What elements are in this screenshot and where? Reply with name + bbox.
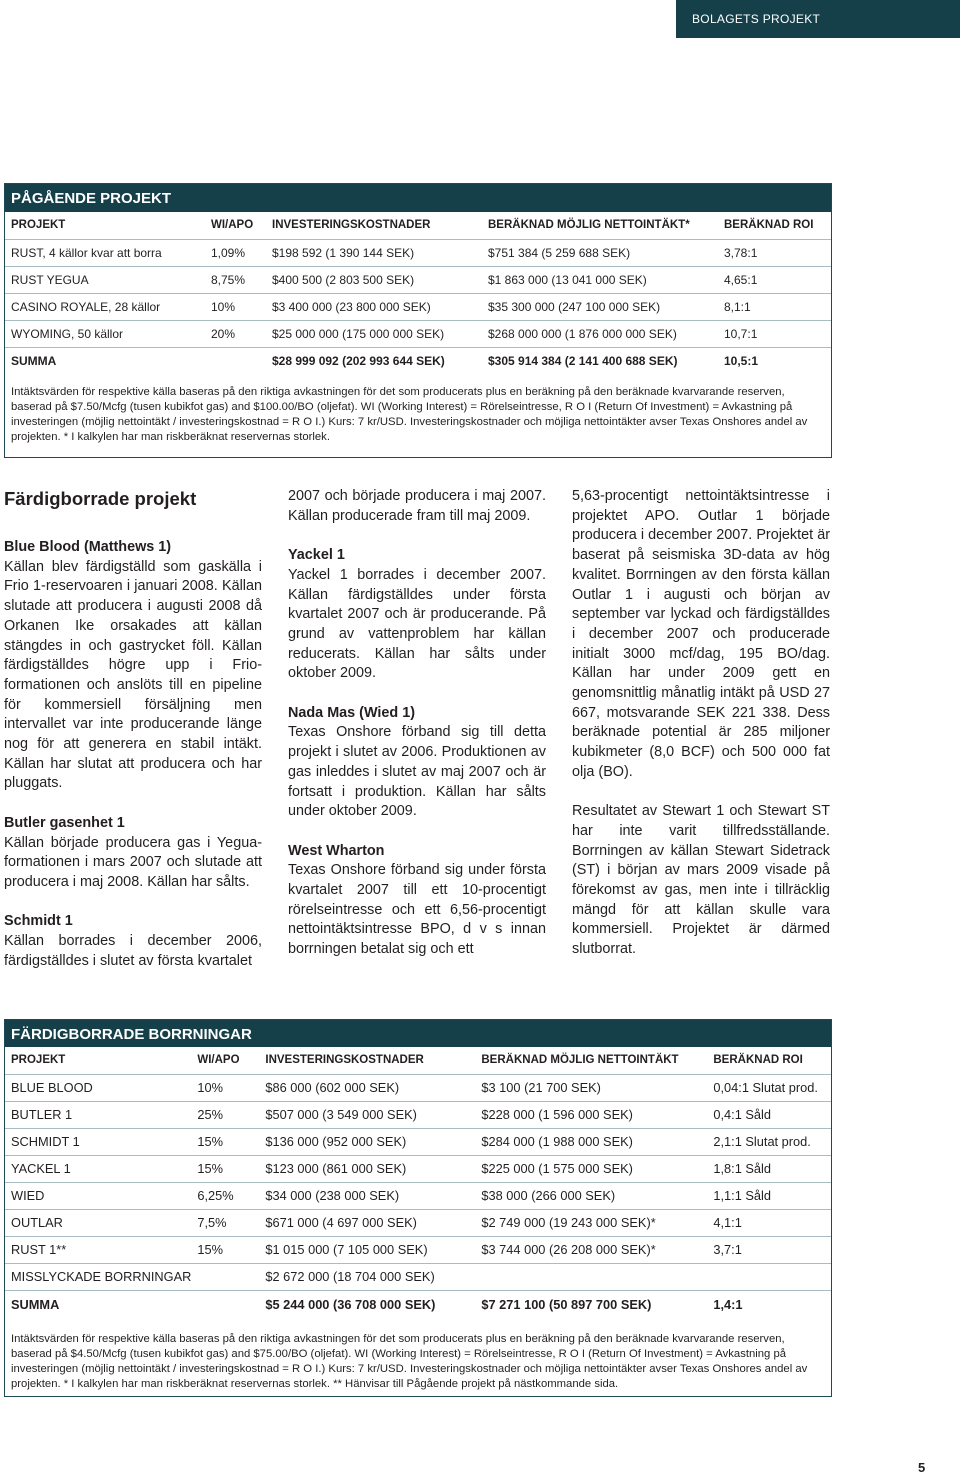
investment-cell: $86 000 (602 000 SEK) — [259, 1074, 475, 1101]
section-text: Yackel 1 borrades i december 2007. Källan färdigställdes under första kvartalet 2007 och är producerande. På grund av vattenproblem har källan reducerats. Källan har sålts under oktober 2009. — [288, 566, 546, 682]
section-tag: BOLAGETS PROJEKT — [676, 0, 960, 38]
section-title: Butler gasenhet 1 — [4, 814, 125, 831]
sum-row — [5, 347, 831, 375]
section-title: Blue Blood (Matthews 1) — [4, 539, 172, 555]
sum-roi: 1,4:1 — [713, 1296, 743, 1312]
investment-cell: $198 592 (1 390 144 SEK) — [266, 239, 482, 266]
investment-cell: $123 000 (861 000 SEK) — [259, 1155, 475, 1182]
column-header: INVESTERINGSKOSTNADER — [259, 1047, 475, 1074]
sum-wi — [205, 347, 266, 375]
project-cell: RUST YEGUA — [5, 266, 205, 293]
section-text: 5,63-procentigt nettointäktsintresse i projektet APO. Outlar 1 började producera i december 2007. Projektet är baserat på seismiska 3D-data av hög kvalitet. Borrningen av den första källan Outlar 1 i augusti och början av september var lyckad och färdigställdes i december 2007 och producerade initialt 3000 mcf/dag, 195 BO/dag. Källan har under 2009 gett en genomsnittlig månatlig intäkt på USD 27 667, motsvarande SEK 221 338. Dess beräknade potential är 285 miljoner kubikmeter (8,0 BCF) och 500 000 fat olja (BO). — [572, 488, 830, 780]
sum-investment: $5 244 000 (36 708 000 SEK) — [265, 1296, 436, 1312]
revenue-cell: $38 000 (266 000 SEK) — [475, 1182, 707, 1209]
investment-cell: $1 015 000 (7 105 000 SEK) — [259, 1236, 475, 1263]
roi-cell: 3,7:1 — [707, 1236, 831, 1263]
column-header: PROJEKT — [5, 212, 205, 239]
section-title: Nada Mas (Wied 1) — [288, 704, 416, 721]
completed-drillings-title: FÄRDIGBORRADE BORRNINGAR — [5, 1020, 831, 1047]
roi-cell: 4,65:1 — [718, 266, 831, 293]
revenue-cell: $268 000 000 (1 876 000 000 SEK) — [482, 320, 718, 347]
section-west-wharton — [288, 842, 546, 960]
table-row — [5, 1128, 831, 1155]
completed-drillings-table — [5, 1047, 831, 1318]
roi-cell: 1,1:1 Såld — [707, 1182, 831, 1209]
ongoing-projects-table — [5, 212, 831, 375]
project-cell: BLUE BLOOD — [5, 1074, 191, 1101]
section-text: Resultatet av Stewart 1 och Stewart ST har inte varit tillfredsställande. Borrningen av källan Stewart Sidetrack (ST) i början av mars 2009 visade på förekomst av gas, men inte i tillräcklig mängd för att källan skulle vara kommersiell. Projektet är därmed slutborrat. — [572, 803, 830, 958]
revenue-cell: $35 300 000 (247 100 000 SEK) — [482, 293, 718, 320]
wi-cell: 8,75% — [205, 266, 266, 293]
column-header: INVESTERINGSKOSTNADER — [266, 212, 482, 239]
revenue-cell — [475, 1263, 707, 1290]
investment-cell: $2 672 000 (18 704 000 SEK) — [259, 1263, 475, 1290]
project-cell: WYOMING, 50 källor — [5, 320, 205, 347]
sum-roi: 10,5:1 — [724, 354, 759, 369]
wi-cell: 6,25% — [191, 1182, 259, 1209]
revenue-cell: $3 100 (21 700 SEK) — [475, 1074, 707, 1101]
project-cell: OUTLAR — [5, 1209, 191, 1236]
table-header-row — [5, 212, 831, 239]
section-yackel — [288, 546, 546, 684]
wi-cell — [191, 1263, 259, 1290]
sum-label: SUMMA — [11, 354, 57, 369]
article-column-3 — [572, 487, 830, 980]
roi-cell — [707, 1263, 831, 1290]
revenue-cell: $2 749 000 (19 243 000 SEK)* — [475, 1209, 707, 1236]
section-nada-mas — [288, 704, 546, 822]
investment-cell: $136 000 (952 000 SEK) — [259, 1128, 475, 1155]
section-title: Yackel 1 — [288, 547, 345, 564]
project-cell: MISSLYCKADE BORRNINGAR — [5, 1263, 191, 1290]
column-header: PROJEKT — [5, 1047, 191, 1074]
column-header: WI/APO — [191, 1047, 259, 1074]
project-cell: YACKEL 1 — [5, 1155, 191, 1182]
article-column-2 — [288, 487, 546, 980]
table-row — [5, 1236, 831, 1263]
roi-cell: 3,78:1 — [718, 239, 831, 266]
revenue-cell: $225 000 (1 575 000 SEK) — [475, 1155, 707, 1182]
project-cell: SCHMIDT 1 — [5, 1128, 191, 1155]
table-row — [5, 1209, 831, 1236]
revenue-cell: $751 384 (5 259 688 SEK) — [482, 239, 718, 266]
section-text: Källan blev färdigställd som gaskälla i Frio 1-reservoaren i januari 2008. Källan slutade att producera i augusti 2008 då Orkanen Ike orsakades att källan stängdes in och gastrycket föll. Källan färdigställdes högre upp i Frio-formationen och anslöts till en pipeline för kommersiell försäljning men intervallet var inte producerande länge nog för att generera en stabil intäkt. Källan har slutat att producera och har pluggats. — [4, 558, 262, 792]
roi-cell: 0,4:1 Såld — [707, 1101, 831, 1128]
ongoing-projects-title: PÅGÅENDE PROJEKT — [5, 184, 831, 212]
wi-cell: 20% — [205, 320, 266, 347]
sum-row — [5, 1290, 831, 1318]
wi-cell: 1,09% — [205, 239, 266, 266]
roi-cell: 1,8:1 Såld — [707, 1155, 831, 1182]
wi-cell: 10% — [191, 1074, 259, 1101]
column-header: BERÄKNAD ROI — [718, 212, 831, 239]
section-text: Källan borrades i december 2006, färdigställdes i slutet av första kvartalet — [4, 933, 262, 969]
completed-drillings-box — [4, 1019, 832, 1397]
table-row — [5, 1182, 831, 1209]
revenue-cell: $284 000 (1 988 000 SEK) — [475, 1128, 707, 1155]
table-row — [5, 1263, 831, 1290]
table-row — [5, 293, 831, 320]
sum-revenue: $305 914 384 (2 141 400 688 SEK) — [488, 354, 678, 369]
column-header: BERÄKNAD ROI — [707, 1047, 831, 1074]
roi-cell: 4,1:1 — [707, 1209, 831, 1236]
completed-footnote: Intäktsvärden för respektive källa baseras på den riktiga avkastningen för det som producerats plus en beräkning på den beräknade kvarvarande reserven, baserad på $4.50/Mcfg (tusen kubikfot gas) and $75.00/BO (oljefat). WI (Working Interest) = Rörelseintresse, R O I (Return Of Investment) = Avkastning på investeringen (möjlig nettointäkt / investeringskostnad = R O I.) Kurs: 7 kr/USD. Investeringskostnader och möjliga nettointäkter avser Texas Onshores andel av projekten. * I kalkylen har man riskberäknat reservernas storlek. ** Hänvisar till Pågående projekt på nästkommande sida. — [11, 1333, 808, 1390]
section-schmidt — [4, 912, 262, 971]
roi-cell: 10,7:1 — [718, 320, 831, 347]
section-blue-blood — [4, 538, 262, 794]
table-header-row — [5, 1047, 831, 1074]
revenue-cell: $1 863 000 (13 041 000 SEK) — [482, 266, 718, 293]
ongoing-footnote: Intäktsvärden för respektive källa baseras på den riktiga avkastningen för det som producerats plus en beräkning på den beräknade kvarvarande reserven, baserad på $7.50/Mcfg (tusen kubikfot gas) and $100.00/BO (oljefat). WI (Working Interest) = Rörelseintresse, R O I (Return Of Investment) = Avkastning på investeringen (möjlig nettointäkt / investeringskostnad = R O I.) Kurs: 7 kr/USD. Investeringskostnader och möjliga nettointäkter avser Texas Onshores andel av projekten. * I kalkylen har man riskberäknat reservernas storlek. — [11, 386, 808, 443]
column-header: BERÄKNAD MÖJLIG NETTOINTÄKT* — [482, 212, 718, 239]
roi-cell: 0,04:1 Slutat prod. — [707, 1074, 831, 1101]
project-cell: RUST 1** — [5, 1236, 191, 1263]
project-cell: BUTLER 1 — [5, 1101, 191, 1128]
section-text: Källan började producera gas i Yegua-formationen i mars 2007 och slutade att producera i maj 2008. Källan har sålts. — [4, 834, 262, 890]
sum-investment: $28 999 092 (202 993 644 SEK) — [272, 354, 445, 369]
table-row — [5, 1101, 831, 1128]
section-text: Texas Onshore förband sig till detta projekt i slutet av 2006. Produktionen av gas inleddes i slutet av maj 2007 och är fortsatt i produktion. Källan har sålts under oktober 2009. — [288, 724, 546, 820]
revenue-cell: $228 000 (1 596 000 SEK) — [475, 1101, 707, 1128]
column-header: WI/APO — [205, 212, 266, 239]
section-text: 2007 och började producera i maj 2007. Källan producerade fram till maj 2009. — [288, 488, 546, 524]
table-row — [5, 266, 831, 293]
ongoing-projects-box — [4, 183, 832, 458]
page-number: 5 — [918, 1460, 926, 1475]
wi-cell: 15% — [191, 1155, 259, 1182]
article-heading: Färdigborrade projekt — [4, 488, 197, 509]
sum-label: SUMMA — [11, 1296, 60, 1312]
roi-cell: 8,1:1 — [718, 293, 831, 320]
project-cell: CASINO ROYALE, 28 källor — [5, 293, 205, 320]
investment-cell: $3 400 000 (23 800 000 SEK) — [266, 293, 482, 320]
revenue-cell: $3 744 000 (26 208 000 SEK)* — [475, 1236, 707, 1263]
investment-cell: $34 000 (238 000 SEK) — [259, 1182, 475, 1209]
sum-revenue: $7 271 100 (50 897 700 SEK) — [481, 1296, 652, 1312]
project-cell: RUST, 4 källor kvar att borra — [5, 239, 205, 266]
wi-cell: 10% — [205, 293, 266, 320]
section-title: Schmidt 1 — [4, 913, 73, 930]
table-row — [5, 1074, 831, 1101]
article-column-1 — [4, 488, 262, 991]
column-header: BERÄKNAD MÖJLIG NETTOINTÄKT — [475, 1047, 707, 1074]
wi-cell: 7,5% — [191, 1209, 259, 1236]
investment-cell: $25 000 000 (175 000 000 SEK) — [266, 320, 482, 347]
table-row — [5, 239, 831, 266]
roi-cell: 2,1:1 Slutat prod. — [707, 1128, 831, 1155]
section-text: Texas Onshore förband sig under första kvartalet 2007 till ett 10-procentigt rörelseintresse och ett 6,56-procentigt nettointäktsintresse BPO, d v s innan borrningen betalat sig och ett — [288, 862, 546, 958]
section-butler — [4, 814, 262, 893]
investment-cell: $400 500 (2 803 500 SEK) — [266, 266, 482, 293]
wi-cell: 15% — [191, 1128, 259, 1155]
investment-cell: $507 000 (3 549 000 SEK) — [259, 1101, 475, 1128]
table-row — [5, 1155, 831, 1182]
sum-wi — [191, 1290, 259, 1318]
investment-cell: $671 000 (4 697 000 SEK) — [259, 1209, 475, 1236]
wi-cell: 25% — [191, 1101, 259, 1128]
project-cell: WIED — [5, 1182, 191, 1209]
wi-cell: 15% — [191, 1236, 259, 1263]
table-row — [5, 320, 831, 347]
section-title: West Wharton — [288, 842, 385, 859]
